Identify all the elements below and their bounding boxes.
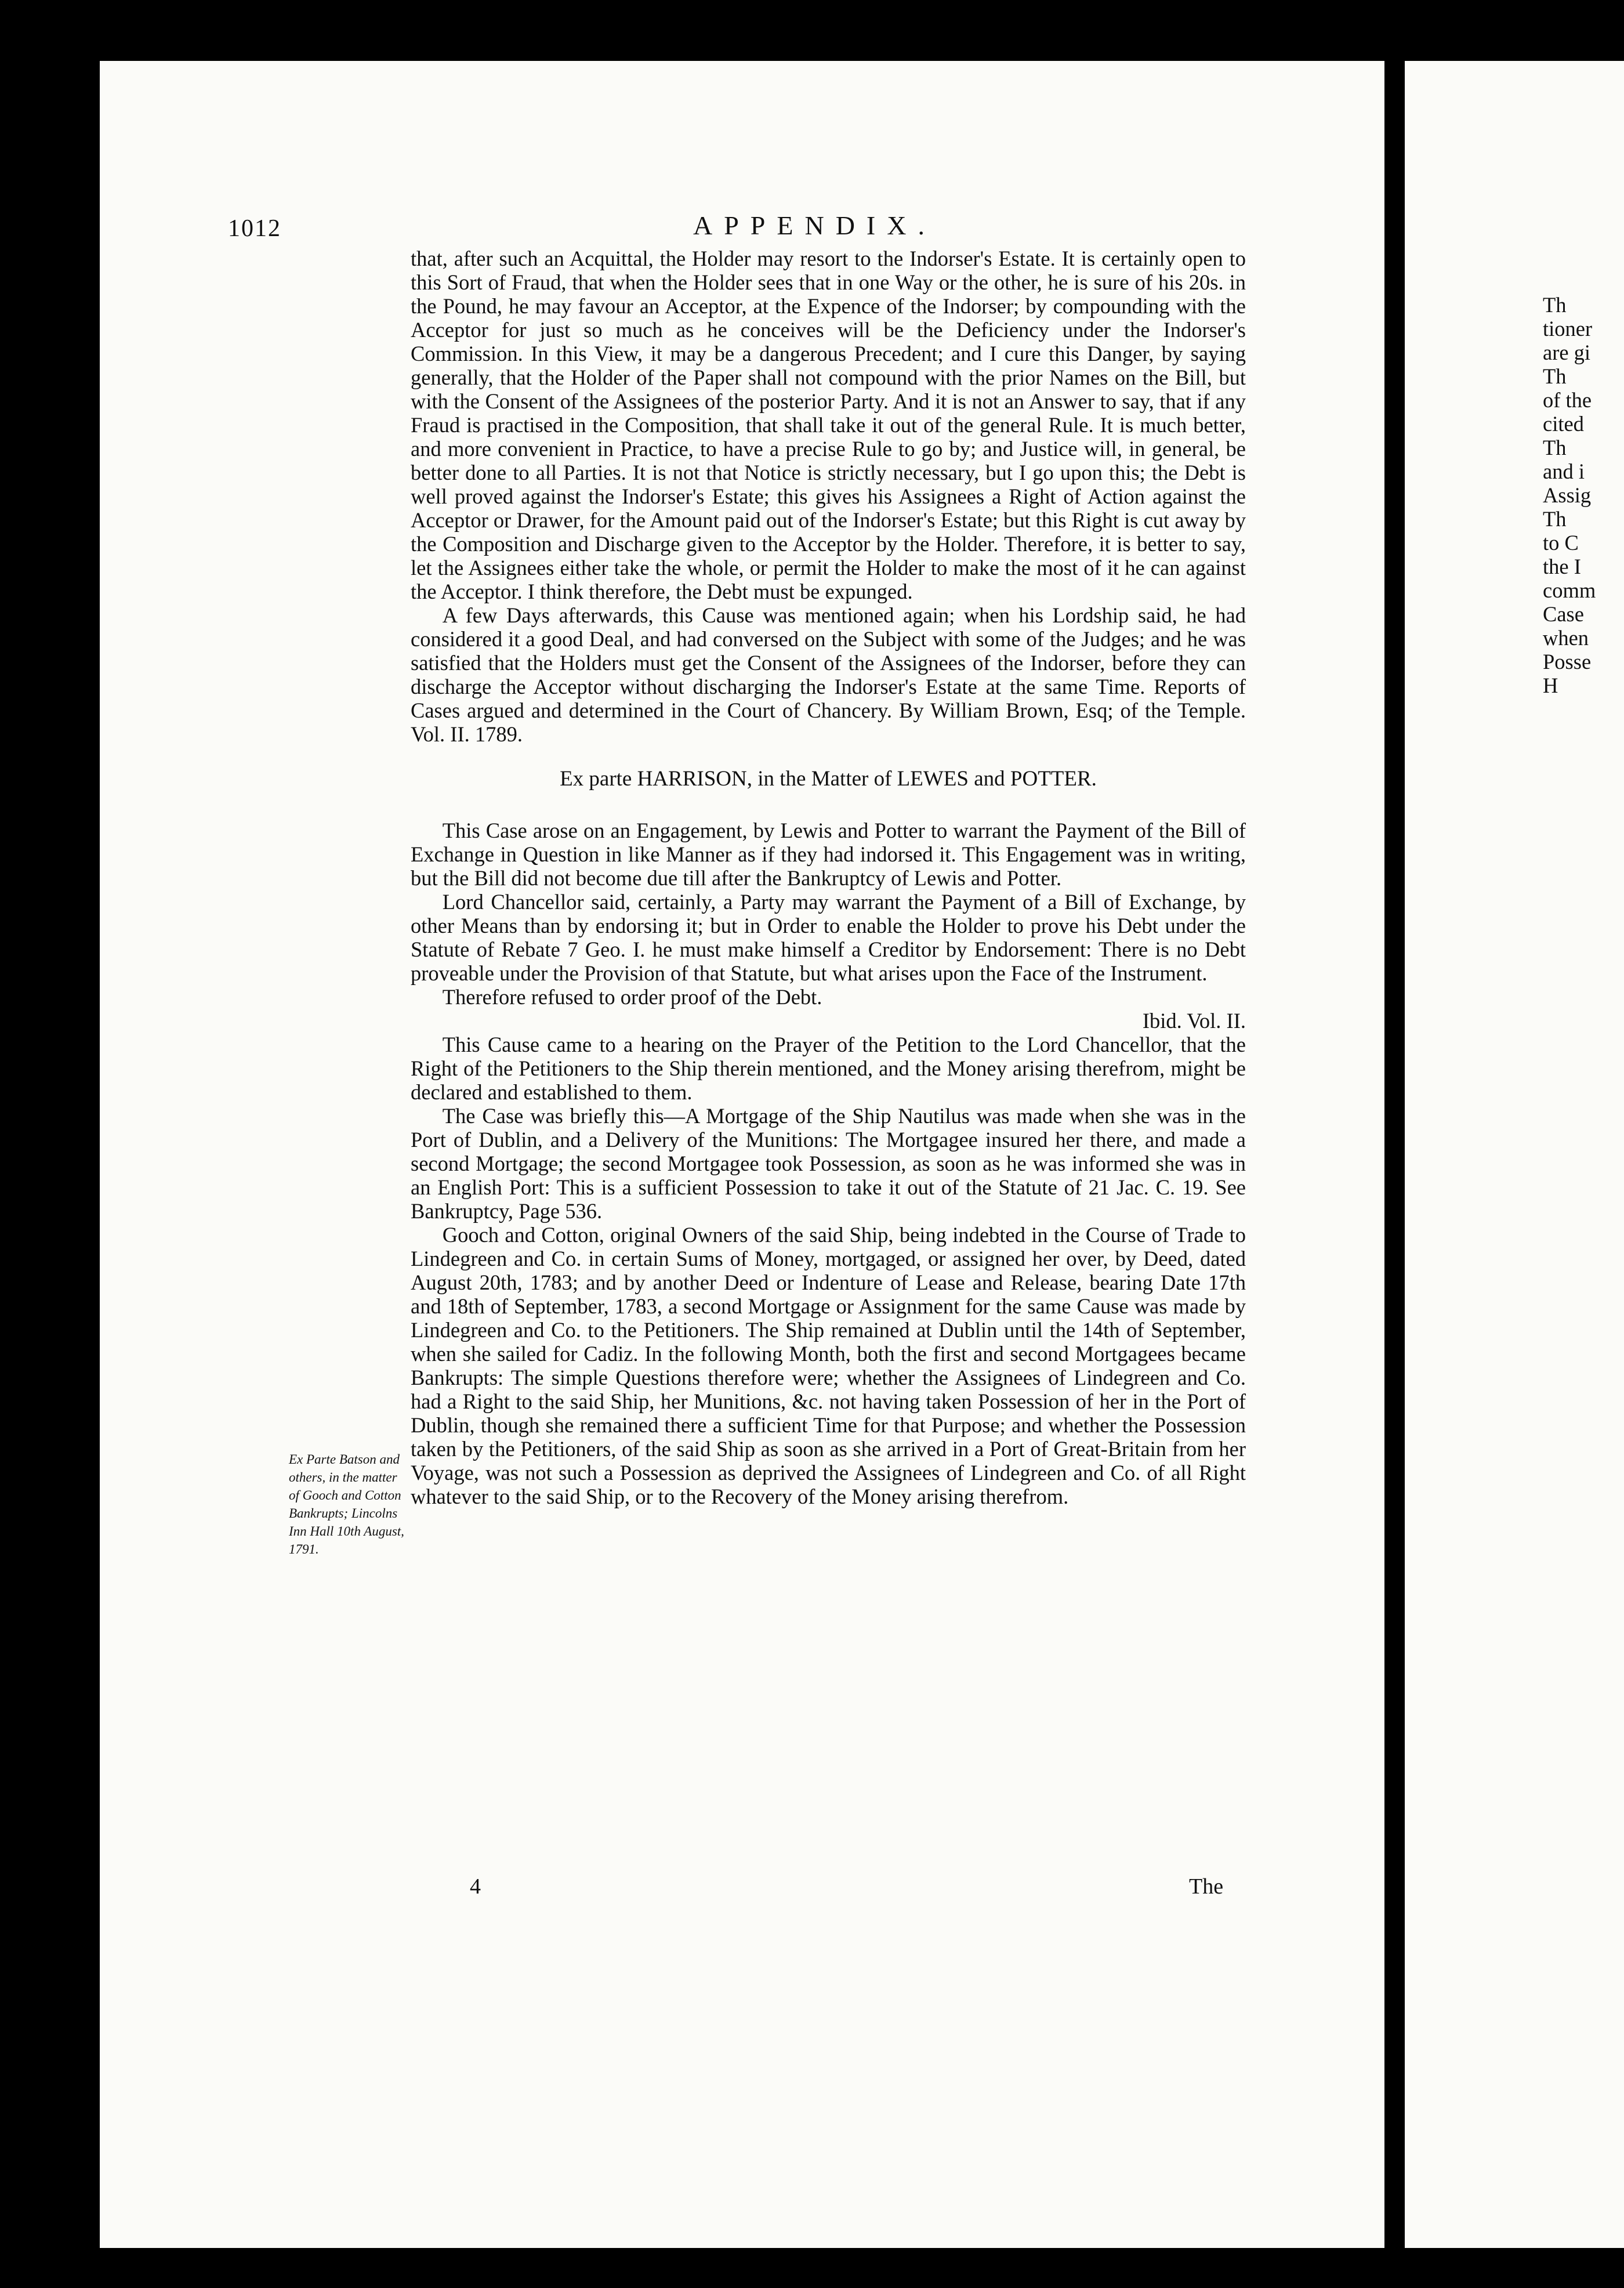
right-page-text <box>1543 293 1624 697</box>
fragment-line: to C <box>1543 531 1579 555</box>
paragraph-8: Gooch and Cotton, original Owners of the said Ship, being indebted in the Course of Trade to Lindegreen and Co. in certain Sums of Money, mortgaged, or assigned her over, by Deed, dated August 20th, 1783; and by another Deed or Indenture of Lease and Release, bearing Date 17th and 18th of September, 1783, a second Mortgage or Assignment for the same Cause was made by Lindegreen and Co. to the Petitioners. The Ship remained at Dublin until the 14th of September, when she sailed for Cadiz. In the following Month, both the first and second Mortgagees became Bankrupts: The simple Questions therefore were; whether the Assignees of Lindegreen and Co. had a Right to the said Ship, her Munitions, &c. not having taken Possession of her in the Port of Dublin, though she remained there a sufficient Time for that Purpose; and whether the Possession taken by the Petitioners, of the said Ship as soon as she arrived in a Port of Great-Britain from her Voyage, was not such a Possession as deprived the Assignees of Lindegreen and Co. of all Right whatever to the said Ship, or to the Recovery of the Money arising therefrom. <box>411 1223 1246 1508</box>
fragment-line: when <box>1543 626 1589 650</box>
paragraph-4: Lord Chancellor said, certainly, a Party may warrant the Payment of a Bill of Exchange, by other Means than by endorsing it; but in Order to enable the Holder to prove his Debt under the Statute of Rebate 7 Geo. I. he must make himself a Creditor by Endorsement: There is no Debt proveable under the Provision of that Statute, but what arises upon the Face of the Instrument. <box>411 890 1246 985</box>
paragraph-6: This Cause came to a hearing on the Prayer of the Petition to the Lord Chancellor, that the Right of the Petitioners to the Ship therein mentioned, and the Money arising therefrom, might be declared and established to them. <box>411 1033 1246 1104</box>
fragment-line: comm <box>1543 578 1596 602</box>
paragraph-2: A few Days afterwards, this Cause was mentioned again; when his Lordship said, he had considered it a good Deal, and had conversed on the Subject with some of the Judges; and he was satisfied that the Holders must get the Consent of the Assignees of the Indorser, before they can discharge the Acceptor without discharging the Indorser's Estate at the same Time. Reports of Cases argued and determined in the Court of Chancery. By William Brown, Esq; of the Temple. Vol. II. 1789. <box>411 603 1246 746</box>
margin-note: Ex Parte Batson and others, in the matter of Gooch and Cotton Bankrupts; Lincolns Inn Hall 10th August, 1791. <box>289 1452 404 1556</box>
paragraph-3: This Case arose on an Engagement, by Lewis and Potter to warrant the Payment of the Bill of Exchange in Question in like Manner as if they had indorsed it. This Engagement was in writing, but the Bill did not become due till after the Bankruptcy of Lewis and Potter. <box>411 819 1246 890</box>
fragment-line: the I <box>1543 555 1581 578</box>
fragment-line: Assig <box>1543 483 1592 507</box>
fragment-line: cited <box>1543 412 1584 436</box>
fragment-line: tioner <box>1543 317 1593 341</box>
fragment-line: Th <box>1543 436 1567 459</box>
body-text <box>411 247 1246 1508</box>
running-head: APPENDIX. <box>693 211 936 240</box>
fragment-line: Th <box>1543 507 1567 531</box>
paragraph-7: The Case was briefly this—A Mortgage of the Ship Nautilus was made when she was in the Port of Dublin, and a Delivery of the Munitions: The Mortgagee insured her there, and made a second Mortgage; the second Mortgagee took Possession, as soon as he was informed she was in an English Port: This is a sufficient Possession to take it out of the Statute of 21 Jac. C. 19. See Bankruptcy, Page 536. <box>411 1104 1246 1223</box>
fragment-line: Case <box>1543 602 1584 626</box>
citation: Ibid. Vol. II. <box>1142 1009 1246 1033</box>
paragraph-1: that, after such an Acquittal, the Holder may resort to the Indorser's Estate. It is certainly open to this Sort of Fraud, that when the Holder sees that in one Way or the other, he is sure of his 20s. in the Pound, he may favour an Acceptor, at the Expence of the Indorser; by compounding with the Acceptor for just so much as he conceives will be the Deficiency under the Indorser's Commission. In this View, it may be a dangerous Precedent; and I cure this Danger, by saying generally, that the Holder of the Paper shall not compound with the prior Names on the Bill, but with the Consent of the Assignees of the posterior Party. And it is not an Answer to say, that if any Fraud is practised in the Composition, that shall take it out of the general Rule. It is much better, and more convenient in Practice, to have a precise Rule to go by; and Justice will, in general, be better done to all Parties. It is not that Notice is strictly necessary, but I go upon this; the Debt is well proved against the Indorser's Estate; this gives his Assignees a Right of Action against the Acceptor or Drawer, for the Amount paid out of the Indorser's Estate; but this Right is cut away by the Composition and Discharge given to the Acceptor by the Holder. Therefore, it is better to say, let the Assignees either take the whole, or permit the Holder to make the most of it he can against the Acceptor. I think therefore, the Debt must be expunged. <box>411 247 1246 603</box>
paragraph-5: Therefore refused to order proof of the Debt. <box>442 985 822 1009</box>
fragment-line: and i <box>1543 459 1585 483</box>
fragment-line: Posse <box>1543 650 1592 674</box>
fragment-line: Th <box>1543 293 1567 317</box>
fragment-line: are gi <box>1543 341 1591 364</box>
fragment-line: of the <box>1543 388 1592 412</box>
page-number: 1012 <box>228 215 281 242</box>
case-heading: Ex parte HARRISON, in the Matter of LEWES and POTTER. <box>560 767 1097 791</box>
signature-mark: 4 <box>470 1874 481 1899</box>
fragment-line: H <box>1543 674 1558 697</box>
catchword: The <box>1189 1874 1224 1899</box>
fragment-line: Th <box>1543 364 1567 388</box>
